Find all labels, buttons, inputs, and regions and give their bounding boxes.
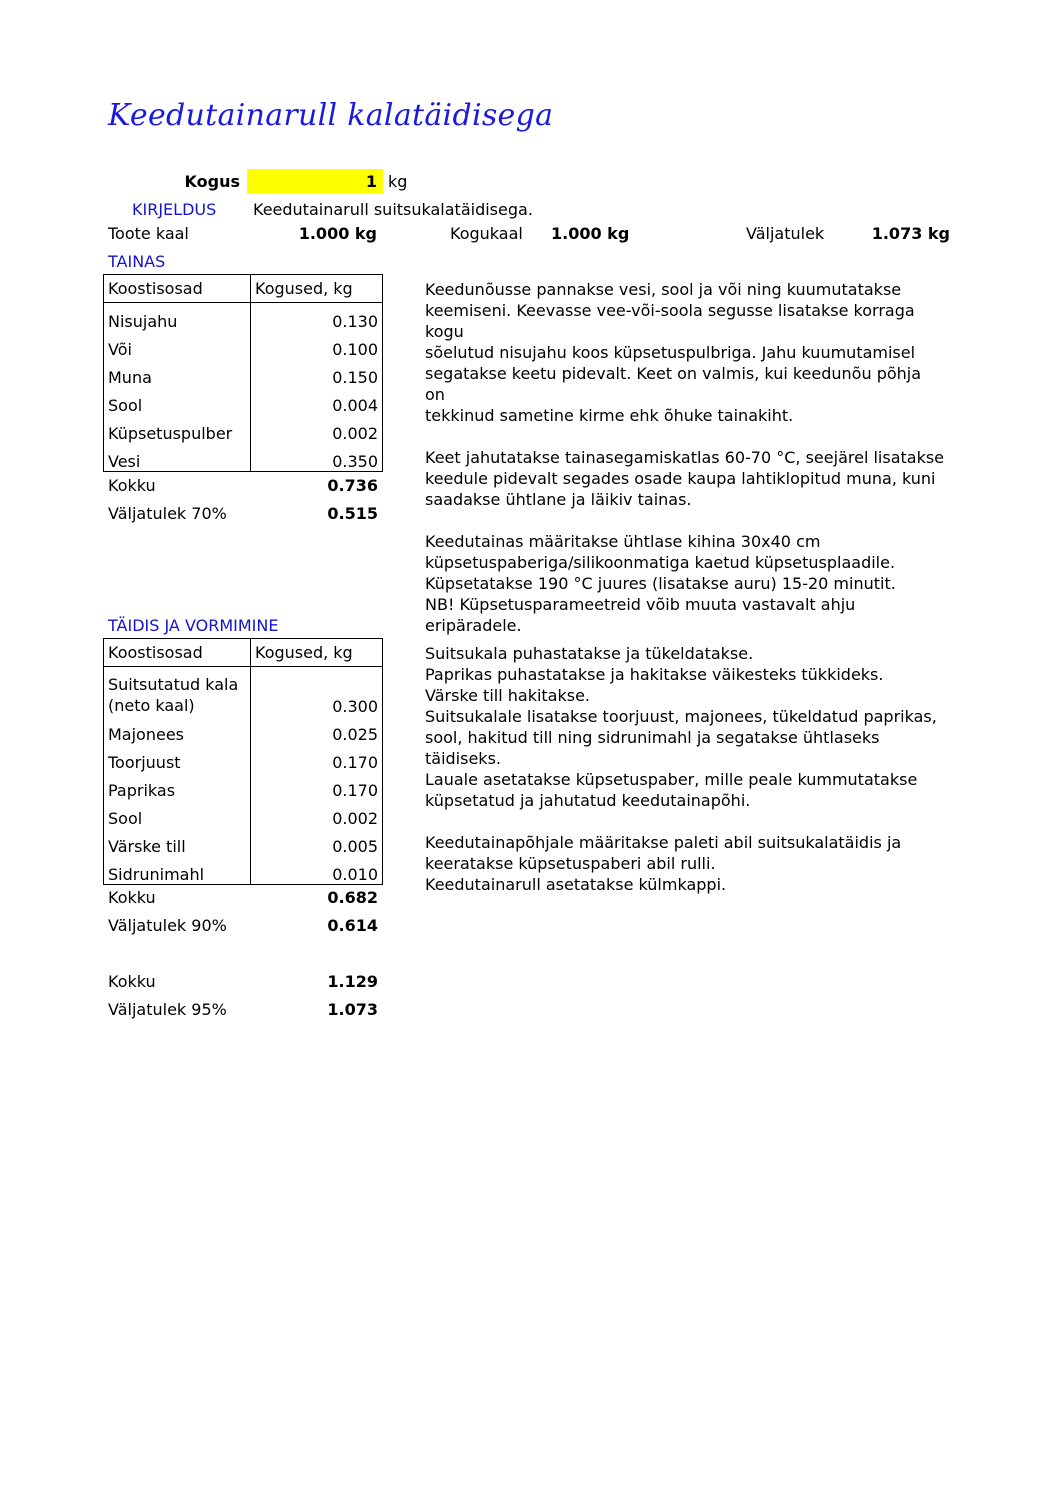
total-kokku-label: Kokku <box>108 972 156 991</box>
col-kogused: Kogused, kg <box>251 639 383 667</box>
ingredient-name: Küpsetuspulber <box>104 415 251 443</box>
table-row <box>104 303 383 332</box>
toote-kaal-value: 1.000 kg <box>298 224 377 243</box>
tainas-description: Keedunõusse pannakse vesi, sool ja või ning kuumutatakse keemiseni. Keevasse vee-või-soola segusse lisatakse korraga kogu sõelutud nisujahu koos küpsetuspulbriga. Jahu kuumutamisel segatakse keetu pidevalt. Keet on valmis, kui keedunõu põhja on tekkinud sametine kirme ehk õhuke tainakiht. Keet jahutatakse tainasegamiskatlas 60-70 °C, seejärel lisatakse keedule pidevalt segades osade kaupa lahtiklopitud muna, kuni saadakse ühtlane ja läikiv tainas. Keedutainas määritakse ühtlase kihina 30x40 cm küpsetuspaberiga/silikoonmatiga kaetud küpsetusplaadile. Küpsetatakse 190 °C juures (lisatakse auru) 15-20 minutit. NB! Küpsetusparameetreid võib muuta vastavalt ahju eripäradele. <box>425 280 945 635</box>
table-row <box>104 387 383 415</box>
col-kogused: Kogused, kg <box>251 275 383 303</box>
taidis-kokku-value: 0.682 <box>327 888 378 907</box>
tainas-kokku-value: 0.736 <box>327 476 378 495</box>
total-kokku-value: 1.129 <box>327 972 378 991</box>
ingredient-qty: 0.150 <box>251 359 383 387</box>
ingredient-qty: 0.002 <box>251 800 383 828</box>
kirjeldus-text: Keedutainarull suitsukalatäidisega. <box>253 200 533 219</box>
ingredient-name: Majonees <box>104 716 251 744</box>
ingredient-qty: 0.300 <box>251 667 383 717</box>
ingredient-name: Paprikas <box>104 772 251 800</box>
table-row <box>104 772 383 800</box>
valjatulek-value: 1.073 kg <box>871 224 950 243</box>
ingredient-qty: 0.130 <box>251 303 383 332</box>
ingredient-qty: 0.010 <box>251 856 383 885</box>
ingredient-name: Toorjuust <box>104 744 251 772</box>
table-row <box>104 415 383 443</box>
valjatulek-label: Väljatulek <box>746 224 825 243</box>
tainas-section-title: TAINAS <box>108 252 166 271</box>
table-row <box>104 856 383 885</box>
kogus-value: 1 <box>365 172 377 191</box>
table-row <box>104 828 383 856</box>
tainas-ingredients-table <box>103 274 383 472</box>
ingredient-name: Sool <box>104 800 251 828</box>
ingredient-name: Muna <box>104 359 251 387</box>
ingredient-name: Või <box>104 331 251 359</box>
col-koostisosad: Koostisosad <box>104 275 251 303</box>
page-title: Keedutainarull kalatäidisega <box>108 98 554 133</box>
total-valjatulek-value: 1.073 <box>327 1000 378 1019</box>
tainas-valjatulek-value: 0.515 <box>327 504 378 523</box>
ingredient-name: Värske till <box>104 828 251 856</box>
taidis-valjatulek-label: Väljatulek 90% <box>108 916 227 935</box>
toote-kaal-label: Toote kaal <box>108 224 189 243</box>
ingredient-qty: 0.350 <box>251 443 383 472</box>
ingredient-qty: 0.005 <box>251 828 383 856</box>
ingredient-qty: 0.002 <box>251 415 383 443</box>
taidis-ingredients-table <box>103 638 383 885</box>
table-row <box>104 744 383 772</box>
kogukaal-value: 1.000 kg <box>551 224 630 243</box>
ingredient-qty: 0.170 <box>251 744 383 772</box>
kirjeldus-label: KIRJELDUS <box>132 200 217 219</box>
kogukaal-label: Kogukaal <box>450 224 523 243</box>
tainas-kokku-label: Kokku <box>108 476 156 495</box>
table-row <box>104 359 383 387</box>
ingredient-qty: 0.170 <box>251 772 383 800</box>
table-row <box>104 667 383 717</box>
kogus-label: Kogus <box>184 172 240 191</box>
kogus-unit: kg <box>388 172 408 191</box>
ingredient-name: Sidrunimahl <box>104 856 251 885</box>
ingredient-qty: 0.025 <box>251 716 383 744</box>
ingredient-qty: 0.100 <box>251 331 383 359</box>
taidis-kokku-label: Kokku <box>108 888 156 907</box>
table-row <box>104 800 383 828</box>
ingredient-name: Vesi <box>104 443 251 472</box>
table-row <box>104 716 383 744</box>
tainas-valjatulek-label: Väljatulek 70% <box>108 504 227 523</box>
table-row <box>104 331 383 359</box>
ingredient-name: Sool <box>104 387 251 415</box>
total-valjatulek-label: Väljatulek 95% <box>108 1000 227 1019</box>
table-row <box>104 443 383 472</box>
taidis-section-title: TÄIDIS JA VORMIMINE <box>108 616 279 635</box>
taidis-valjatulek-value: 0.614 <box>327 916 378 935</box>
taidis-description: Suitsukala puhastatakse ja tükeldatakse. Paprikas puhastatakse ja hakitakse väikesteks tükkideks. Värske till hakitakse. Suitsukalale lisatakse toorjuust, majonees, tükeldatud paprikas, sool, hakitud till ning sidrunimahl ja segatakse ühtlaseks täidiseks. Lauale asetatakse küpsetuspaber, mille peale kummutatakse küpsetatud ja jahutatud keedutainapõhi. Keedutainapõhjale määritakse paleti abil suitsukalatäidis ja keeratakse küpsetuspaberi abil rulli. Keedutainarull asetatakse külmkappi. <box>425 644 937 894</box>
ingredient-name: Suitsutatud kala (neto kaal) <box>104 667 251 717</box>
ingredient-qty: 0.004 <box>251 387 383 415</box>
ingredient-name: Nisujahu <box>104 303 251 332</box>
col-koostisosad: Koostisosad <box>104 639 251 667</box>
